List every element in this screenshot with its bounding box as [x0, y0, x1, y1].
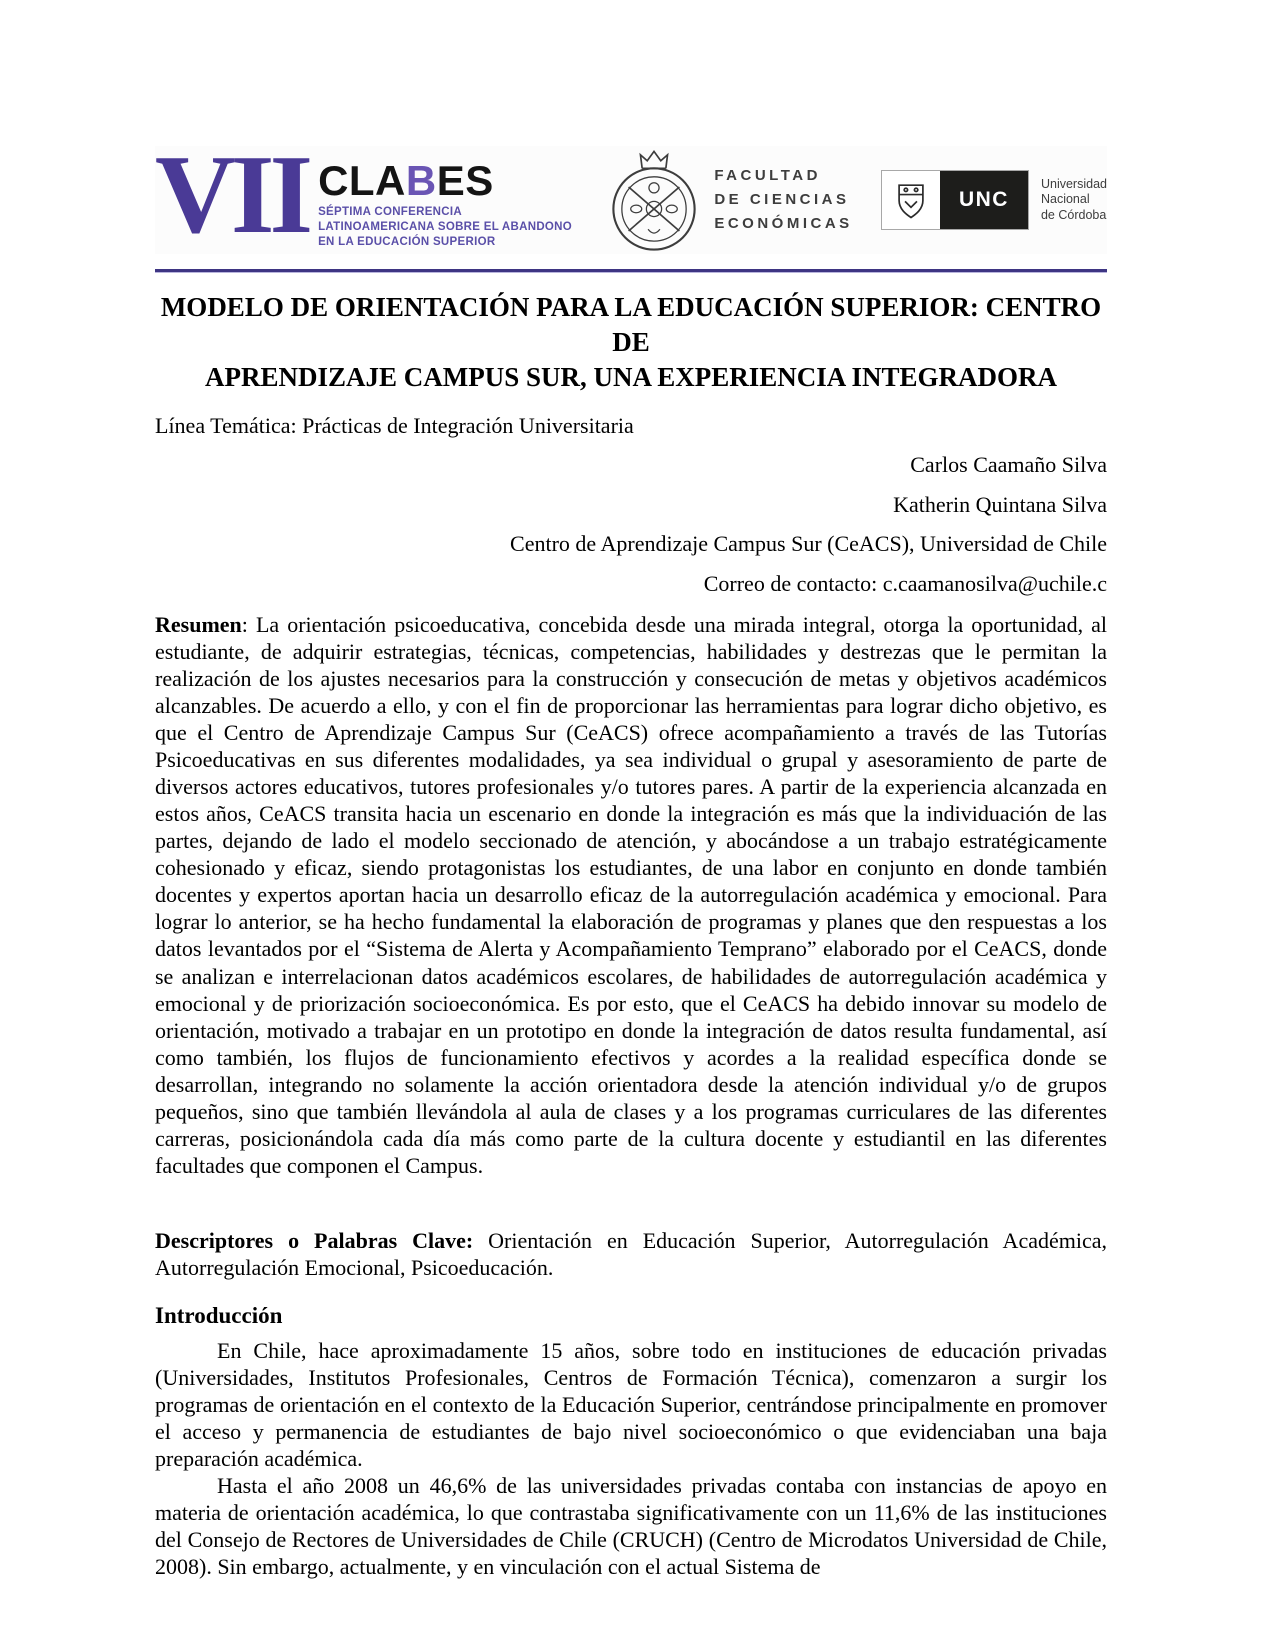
fce-logo-text-line: FACULTAD [714, 167, 821, 184]
clabes-logo [155, 133, 573, 258]
unc-crest-cell [882, 171, 940, 229]
introduction-heading: Introducción [155, 1303, 283, 1328]
thematic-line: Línea Temática: Prácticas de Integración Universitaria [155, 413, 634, 439]
paper-title-line: MODELO DE ORIENTACIÓN PARA LA EDUCACIÓN SUPERIOR: CENTRO DE [160, 292, 1102, 358]
abstract-label: Resumen [155, 611, 242, 637]
clabes-wordmark-suffix: ES [436, 157, 494, 205]
paper-title-line: APRENDIZAJE CAMPUS SUR, UNA EXPERIENCIA INTEGRADORA [204, 362, 1058, 393]
introduction-paragraph: En Chile, hace aproximadamente 15 años, sobre todo en instituciones de educación privadas (Universidades, Institutos Profesionales, Centros de Formación Técnica), comenzaron a surgir los programas de orientación en el contexto de la Educación Superior, centrándose principalmente en promover el acceso y permanencia de estudiantes de bajo nivel socioeconómico o que evidenciaban una baja preparación académica. [155, 1338, 1107, 1472]
fce-logo-text-line: DE CIENCIAS [714, 191, 850, 208]
keywords-text: Orientación en Educación Superior, Autorregulación Académica, Autorregulación Emocional, Psicoeducación. [155, 1227, 1107, 1280]
abstract-paragraph [155, 611, 1107, 1179]
introduction-paragraph: Hasta el año 2008 un 46,6% de las universidades privadas contaba con instancias de apoyo en materia de orientación académica, lo que contrastaba significativamente con un 11,6% de las instituciones del Consejo de Rectores de Universidades de Chile (CRUCH) (Centro de Microdatos Universidad de Chile, 2008). Sin embargo, actualmente, y en vinculación con el actual Sistema de [155, 1473, 1107, 1580]
clabes-wordmark-prefix: CLA [318, 157, 406, 205]
clabes-numeral: VII [155, 133, 309, 258]
clabes-wordmark [318, 157, 572, 205]
unc-logo-box [881, 170, 1029, 230]
contact-email-line: Correo de contacto: c.caamanosilva@uchile.c [703, 570, 1107, 596]
affiliation: Centro de Aprendizaje Campus Sur (CeACS), Universidad de Chile [510, 531, 1107, 557]
fce-logo-text-line: ECONÓMICAS [714, 215, 853, 232]
unc-logo [881, 170, 1107, 230]
unc-name-line: Universidad [1040, 176, 1107, 191]
header-divider [155, 269, 1107, 272]
abstract-text: La orientación psicoeducativa, concebida desde una mirada integral, otorga la oportunidad, al estudiante, de adquirir estrategias, técnicas, competencias, habilidades y destrezas que le permitan la realización de los ajustes necesarios para la construcción y consecución de metas y objetivos académicos alcanzables. De acuerdo a ello, y con el fin de proporcionar las herramientas para lograr dicho objetivo, es que el Centro de Aprendizaje Campus Sur (CeACS) ofrece acompañamiento a través de las Tutorías Psicoeducativas en sus diferentes modalidades, ya sea individual o grupal y asesoramiento de parte de diversos actores educativos, tutores profesionales y/o tutores pares. A partir de la experiencia alcanzada en estos años, CeACS transita hacia un escenario en donde la integración es más que la individuación de las partes, dejando de lado el modelo seccionado de atención, y abocándose a un trabajo estratégicamente cohesionado y eficaz, siendo protagonistas los estudiantes, de una labor en conjunto en donde también docentes y expertos aportan hacia un desarrollo eficaz de la autorregulación académica y emocional. Para lograr lo anterior, se ha hecho fundamental la elaboración de programas y planes que den respuestas a los datos levantados por el “Sistema de Alerta y Acompañamiento Temprano” elaborado por el CeACS, donde se analizan e interrelacionan datos académicos escolares, de habilidades de autorregulación académica y emocional y de priorización socioeconómica. Es por esto, que el CeACS ha debido innovar su modelo de orientación, motivado a trabajar en un prototipo en donde la integración de datos resulta fundamental, así como también, los flujos de funcionamiento efectivos y acordes a la realidad específica donde se desarrollan, integrando no solamente la acción orientadora desde la atención individual y/o de grupos pequeños, sino que también llevándola al aula de clases y a los programas curriculares de las diferentes carreras, posicionándola cada día más como parte de la cultura docente y estudiantil en las diferentes facultades que componen el Campus. [155, 611, 1107, 1178]
clabes-wordmark-block [318, 150, 572, 250]
unc-abbr: UNC [940, 171, 1028, 229]
keywords-paragraph [155, 1227, 1107, 1281]
clabes-b-glyph: B [405, 157, 437, 205]
logo-strip [155, 133, 1107, 258]
fce-logo [610, 148, 852, 253]
author-name: Carlos Caamaño Silva [910, 452, 1107, 478]
unc-name-line: de Córdoba [1040, 207, 1107, 222]
unc-name [1041, 177, 1107, 224]
fce-logo-text [714, 164, 852, 236]
author-name: Katherin Quintana Silva [893, 491, 1107, 517]
unc-name-line: Nacional [1040, 192, 1090, 207]
clabes-tagline-line: EN LA EDUCACIÓN SUPERIOR [318, 235, 496, 248]
paper-title [155, 290, 1107, 395]
fce-crest-icon [610, 148, 698, 253]
clabes-tagline-line: SÉPTIMA CONFERENCIA [318, 205, 462, 218]
clabes-tagline [318, 205, 572, 250]
abstract-separator: : [241, 611, 256, 637]
unc-crest-icon [894, 180, 928, 221]
clabes-tagline-line: LATINOAMERICANA SOBRE EL ABANDONO [318, 220, 573, 233]
keywords-label: Descriptores o Palabras Clave: [155, 1227, 474, 1253]
